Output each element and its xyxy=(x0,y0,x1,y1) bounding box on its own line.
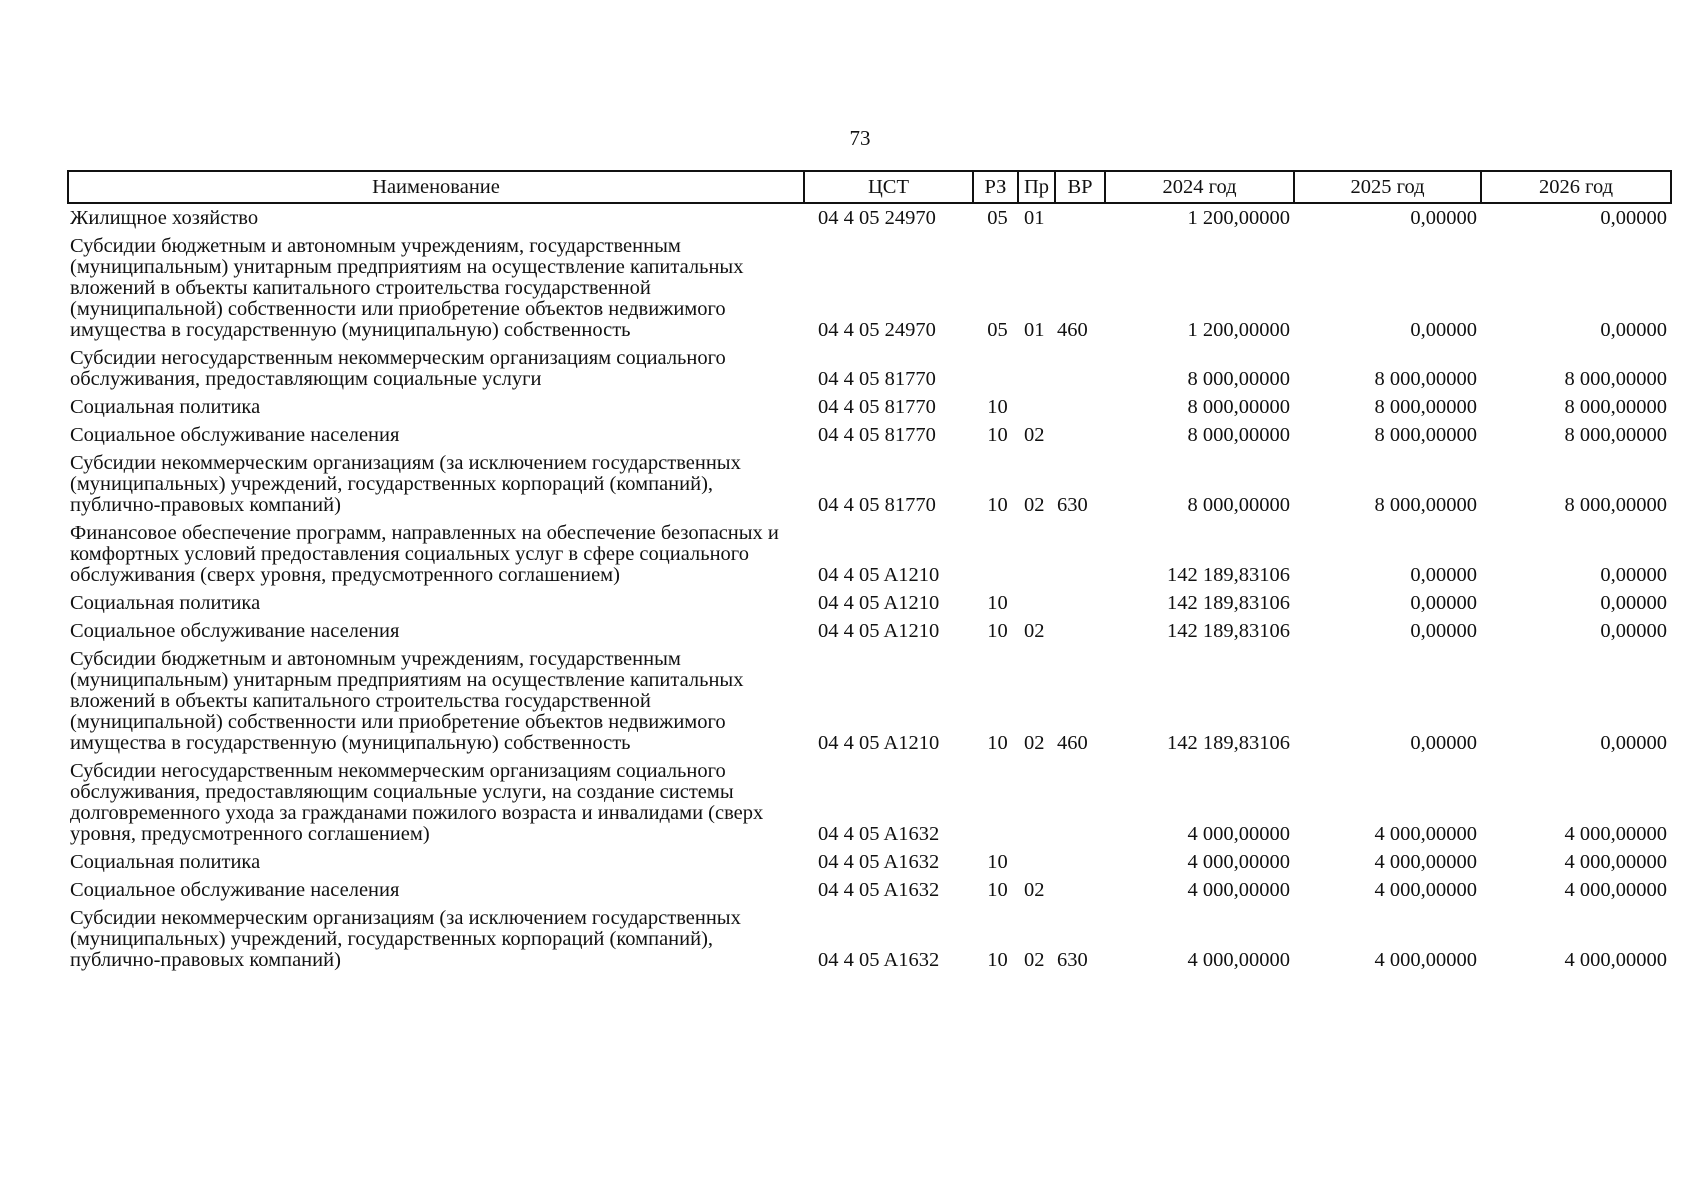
row-rz: 10 xyxy=(987,949,1008,971)
row-2024: 8 000,00000 xyxy=(1187,396,1290,418)
row-cst: 04 4 05 24970 xyxy=(818,207,936,229)
row-vr: 630 xyxy=(1057,949,1088,971)
row-2026: 4 000,00000 xyxy=(1564,879,1667,901)
row-2024: 4 000,00000 xyxy=(1187,949,1290,971)
row-pr: 02 xyxy=(1024,949,1045,971)
row-rz: 05 xyxy=(987,319,1008,341)
row-rz: 10 xyxy=(987,851,1008,873)
table-row xyxy=(68,759,1671,850)
row-2025: 0,00000 xyxy=(1410,732,1477,754)
row-name: Субсидии негосударственным некоммерческим организациям социального обслуживания, предоставляющим социальные услуги xyxy=(70,347,726,390)
row-vr xyxy=(1055,521,1105,591)
header-pr: Пр xyxy=(1018,171,1055,203)
row-pr: 01 xyxy=(1024,207,1045,229)
row-name: Субсидии некоммерческим организациям (за исключением государственных (муниципальных) учреждений, государственных корпораций (компаний), публично-правовых компаний) xyxy=(70,452,741,516)
row-2026: 8 000,00000 xyxy=(1564,396,1667,418)
header-2024: 2024 год xyxy=(1105,171,1294,203)
row-2025: 0,00000 xyxy=(1410,620,1477,642)
row-vr xyxy=(1055,346,1105,395)
row-pr: 02 xyxy=(1024,424,1045,446)
row-rz: 10 xyxy=(987,879,1008,901)
row-2024: 4 000,00000 xyxy=(1187,851,1290,873)
table-row xyxy=(68,234,1671,346)
row-name: Социальное обслуживание населения xyxy=(70,879,400,901)
row-pr xyxy=(1018,521,1055,591)
row-vr xyxy=(1055,395,1105,423)
table-row xyxy=(68,521,1671,591)
row-cst: 04 4 05 24970 xyxy=(818,319,936,341)
header-2025: 2025 год xyxy=(1294,171,1481,203)
row-2024: 142 189,83106 xyxy=(1167,732,1290,754)
row-2024: 8 000,00000 xyxy=(1187,368,1290,390)
row-name: Социальное обслуживание населения xyxy=(70,620,400,642)
table-row xyxy=(68,850,1671,878)
row-2025: 4 000,00000 xyxy=(1374,823,1477,845)
row-2026: 0,00000 xyxy=(1600,564,1667,586)
row-cst: 04 4 05 A1210 xyxy=(818,732,940,754)
row-vr xyxy=(1055,850,1105,878)
row-vr xyxy=(1055,619,1105,647)
row-pr: 02 xyxy=(1024,620,1045,642)
row-name: Жилищное хозяйство xyxy=(70,207,259,229)
row-2026: 8 000,00000 xyxy=(1564,494,1667,516)
table-row xyxy=(68,906,1671,976)
row-2024: 4 000,00000 xyxy=(1187,823,1290,845)
row-2026: 4 000,00000 xyxy=(1564,949,1667,971)
row-vr xyxy=(1055,203,1105,234)
header-vr: ВР xyxy=(1055,171,1105,203)
row-2026: 0,00000 xyxy=(1600,207,1667,229)
header-rz: РЗ xyxy=(973,171,1018,203)
row-cst: 04 4 05 A1632 xyxy=(818,823,940,845)
row-name: Социальная политика xyxy=(70,592,261,614)
row-2026: 0,00000 xyxy=(1600,620,1667,642)
row-pr xyxy=(1018,346,1055,395)
header-cst: ЦСТ xyxy=(804,171,973,203)
row-2025: 4 000,00000 xyxy=(1374,879,1477,901)
row-name: Субсидии некоммерческим организациям (за исключением государственных (муниципальных) учреждений, государственных корпораций (компаний), публично-правовых компаний) xyxy=(70,907,741,971)
row-cst: 04 4 05 A1210 xyxy=(818,592,940,614)
header-row xyxy=(68,171,1671,203)
table-row xyxy=(68,423,1671,451)
row-2026: 0,00000 xyxy=(1600,732,1667,754)
row-name: Финансовое обеспечение программ, направленных на обеспечение безопасных и комфортных условий предоставления социальных услуг в сфере социального обслуживания (сверх уровня, предусмотренного соглашением) xyxy=(70,522,779,586)
row-rz xyxy=(973,521,1018,591)
row-rz: 10 xyxy=(987,396,1008,418)
row-2026: 8 000,00000 xyxy=(1564,368,1667,390)
row-name: Субсидии бюджетным и автономным учреждениям, государственным (муниципальным) унитарным предприятиям на осуществление капитальных вложений в объекты капитального строительства государственной (муниципальной) собственности или приобретение объектов недвижимого имущества в государственную (муниципальную) собственность xyxy=(70,235,744,341)
row-vr xyxy=(1055,878,1105,906)
row-pr: 02 xyxy=(1024,494,1045,516)
table-row xyxy=(68,647,1671,759)
table-row xyxy=(68,591,1671,619)
row-rz: 05 xyxy=(987,207,1008,229)
row-cst: 04 4 05 81770 xyxy=(818,494,936,516)
table-header xyxy=(68,171,1671,203)
row-2024: 8 000,00000 xyxy=(1187,494,1290,516)
row-2025: 8 000,00000 xyxy=(1374,396,1477,418)
header-name: Наименование xyxy=(68,171,804,203)
row-2024: 142 189,83106 xyxy=(1167,592,1290,614)
row-2025: 8 000,00000 xyxy=(1374,368,1477,390)
table-body xyxy=(68,203,1671,976)
row-vr: 630 xyxy=(1057,494,1088,516)
row-pr: 02 xyxy=(1024,732,1045,754)
row-cst: 04 4 05 81770 xyxy=(818,396,936,418)
row-rz: 10 xyxy=(987,424,1008,446)
row-2025: 4 000,00000 xyxy=(1374,851,1477,873)
row-name: Социальная политика xyxy=(70,851,261,873)
row-pr: 02 xyxy=(1024,879,1045,901)
row-vr xyxy=(1055,759,1105,850)
row-2024: 8 000,00000 xyxy=(1187,424,1290,446)
row-2026: 4 000,00000 xyxy=(1564,823,1667,845)
row-2024: 4 000,00000 xyxy=(1187,879,1290,901)
row-name: Субсидии бюджетным и автономным учреждениям, государственным (муниципальным) унитарным предприятиям на осуществление капитальных вложений в объекты капитального строительства государственной (муниципальной) собственности или приобретение объектов недвижимого имущества в государственную (муниципальную) собственность xyxy=(70,648,744,754)
row-2025: 8 000,00000 xyxy=(1374,494,1477,516)
row-2025: 0,00000 xyxy=(1410,207,1477,229)
table-row xyxy=(68,878,1671,906)
row-rz: 10 xyxy=(987,592,1008,614)
row-cst: 04 4 05 A1632 xyxy=(818,949,940,971)
row-rz xyxy=(973,759,1018,850)
table-row xyxy=(68,346,1671,395)
table-row xyxy=(68,619,1671,647)
row-2025: 4 000,00000 xyxy=(1374,949,1477,971)
row-vr xyxy=(1055,591,1105,619)
row-cst: 04 4 05 A1632 xyxy=(818,879,940,901)
page-number: 73 xyxy=(849,126,871,150)
table-row xyxy=(68,451,1671,521)
row-pr xyxy=(1018,395,1055,423)
budget-table xyxy=(67,170,1672,976)
row-2026: 0,00000 xyxy=(1600,592,1667,614)
row-2026: 0,00000 xyxy=(1600,319,1667,341)
row-name: Социальное обслуживание населения xyxy=(70,424,400,446)
row-rz: 10 xyxy=(987,620,1008,642)
row-2025: 8 000,00000 xyxy=(1374,424,1477,446)
row-vr xyxy=(1055,423,1105,451)
row-vr: 460 xyxy=(1057,319,1088,341)
row-cst: 04 4 05 81770 xyxy=(818,424,936,446)
row-rz: 10 xyxy=(987,732,1008,754)
row-2025: 0,00000 xyxy=(1410,319,1477,341)
row-name: Социальная политика xyxy=(70,396,261,418)
row-2024: 142 189,83106 xyxy=(1167,620,1290,642)
row-pr xyxy=(1018,850,1055,878)
row-2025: 0,00000 xyxy=(1410,564,1477,586)
table-row xyxy=(68,395,1671,423)
row-2025: 0,00000 xyxy=(1410,592,1477,614)
row-2026: 8 000,00000 xyxy=(1564,424,1667,446)
row-cst: 04 4 05 A1210 xyxy=(818,620,940,642)
row-2024: 1 200,00000 xyxy=(1187,319,1290,341)
row-vr: 460 xyxy=(1057,732,1088,754)
row-name: Субсидии негосударственным некоммерческим организациям социального обслуживания, предоставляющим социальные услуги, на создание системы долговременного ухода за гражданами пожилого возраста и инвалидами (сверх уровня, предусмотренного соглашением) xyxy=(70,760,764,845)
row-rz xyxy=(973,346,1018,395)
table-row xyxy=(68,203,1671,234)
row-2024: 142 189,83106 xyxy=(1167,564,1290,586)
header-2026: 2026 год xyxy=(1481,171,1671,203)
row-2024: 1 200,00000 xyxy=(1187,207,1290,229)
row-pr: 01 xyxy=(1024,319,1045,341)
row-pr xyxy=(1018,759,1055,850)
row-2026: 4 000,00000 xyxy=(1564,851,1667,873)
row-cst: 04 4 05 A1210 xyxy=(818,564,940,586)
row-pr xyxy=(1018,591,1055,619)
row-cst: 04 4 05 A1632 xyxy=(818,851,940,873)
row-cst: 04 4 05 81770 xyxy=(818,368,936,390)
row-rz: 10 xyxy=(987,494,1008,516)
